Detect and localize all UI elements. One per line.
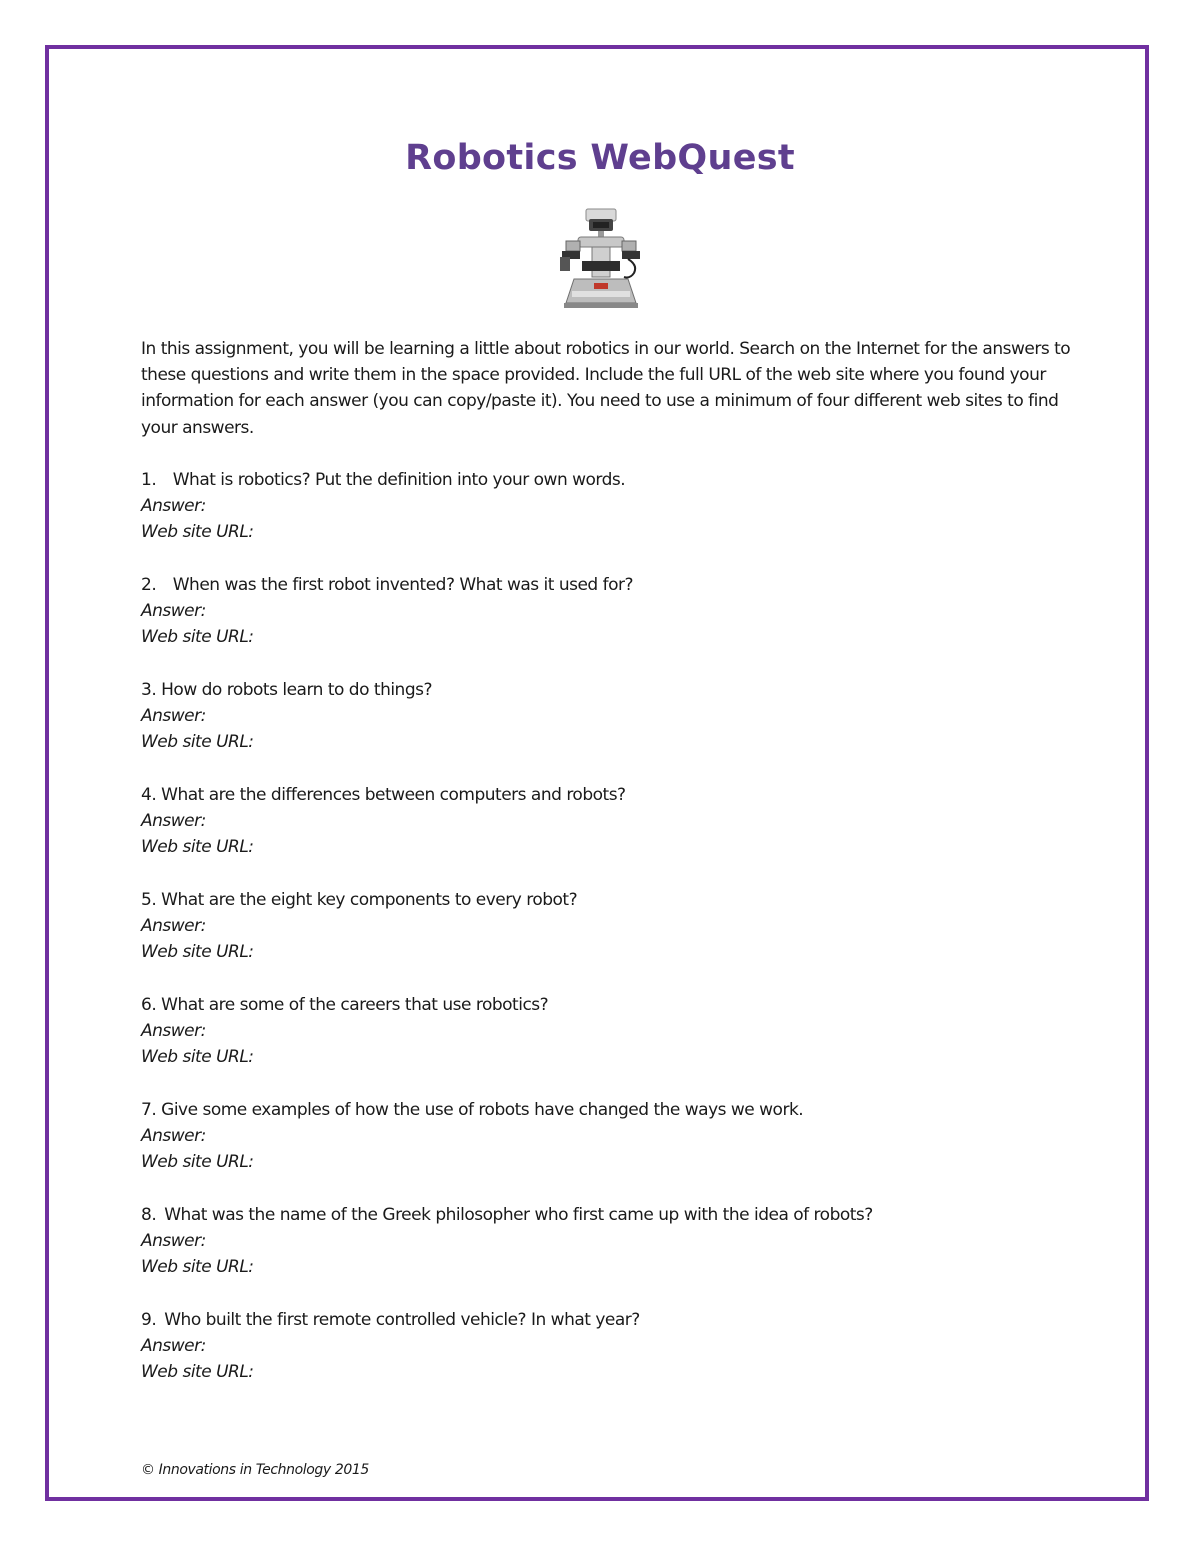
question-text bbox=[141, 677, 1071, 703]
question-block bbox=[141, 1097, 1071, 1176]
question-number: 1. bbox=[141, 469, 157, 490]
question-text bbox=[141, 467, 1071, 493]
question-block bbox=[141, 1202, 1071, 1281]
answer-label: Answer: bbox=[141, 1231, 206, 1252]
question-number: 4. bbox=[141, 784, 157, 805]
answer-label: Answer: bbox=[141, 916, 206, 937]
answer-label: Answer: bbox=[141, 1021, 206, 1042]
question-prompt: Who built the first remote controlled vehicle? In what year? bbox=[164, 1309, 640, 1330]
page-title: Robotics WebQuest bbox=[405, 138, 795, 178]
url-label: Web site URL: bbox=[141, 522, 254, 543]
url-label: Web site URL: bbox=[141, 1362, 254, 1383]
url-label: Web site URL: bbox=[141, 942, 254, 963]
question-number: 7. bbox=[141, 1099, 157, 1120]
question-prompt: How do robots learn to do things? bbox=[161, 679, 433, 700]
answer-label: Answer: bbox=[141, 601, 206, 622]
question-number: 9. bbox=[141, 1309, 157, 1330]
question-prompt: What are the eight key components to every robot? bbox=[161, 889, 578, 910]
question-list bbox=[141, 467, 1071, 1386]
question-text bbox=[141, 992, 1071, 1018]
answer-label: Answer: bbox=[141, 496, 206, 517]
answer-label: Answer: bbox=[141, 706, 206, 727]
question-number: 5. bbox=[141, 889, 157, 910]
url-label: Web site URL: bbox=[141, 1257, 254, 1278]
answer-label: Answer: bbox=[141, 1126, 206, 1147]
answer-label: Answer: bbox=[141, 811, 206, 832]
copyright-footer: © Innovations in Technology 2015 bbox=[141, 1462, 369, 1478]
url-label: Web site URL: bbox=[141, 627, 254, 648]
question-block bbox=[141, 572, 1071, 651]
question-text bbox=[141, 1097, 1071, 1123]
intro-paragraph: In this assignment, you will be learning a little about robotics in our world. Search on the Internet for the answers to these questions and write them in the space provided. Include the full URL of the web site where you found your information for each answer (you can copy/paste it). You need to use a minimum of four different web sites to find your answers. bbox=[141, 339, 1071, 438]
question-block bbox=[141, 677, 1071, 756]
question-number: 2. bbox=[141, 574, 157, 595]
question-number: 8. bbox=[141, 1204, 157, 1225]
question-block bbox=[141, 1307, 1071, 1386]
question-prompt: What was the name of the Greek philosopher who first came up with the idea of robots? bbox=[164, 1204, 873, 1225]
answer-label: Answer: bbox=[141, 1336, 206, 1357]
url-label: Web site URL: bbox=[141, 1152, 254, 1173]
question-text bbox=[141, 782, 1071, 808]
question-block bbox=[141, 782, 1071, 861]
question-number: 3. bbox=[141, 679, 157, 700]
url-label: Web site URL: bbox=[141, 1047, 254, 1068]
question-text bbox=[141, 1202, 1071, 1228]
question-prompt: When was the first robot invented? What was it used for? bbox=[172, 574, 634, 595]
question-text bbox=[141, 1307, 1071, 1333]
question-block bbox=[141, 467, 1071, 546]
robot-illustration bbox=[558, 207, 644, 309]
question-text bbox=[141, 887, 1071, 913]
question-prompt: Give some examples of how the use of robots have changed the ways we work. bbox=[161, 1099, 804, 1120]
question-block bbox=[141, 887, 1071, 966]
question-number: 6. bbox=[141, 994, 157, 1015]
question-prompt: What are the differences between computers and robots? bbox=[161, 784, 626, 805]
question-text bbox=[141, 572, 1071, 598]
url-label: Web site URL: bbox=[141, 837, 254, 858]
worksheet-content bbox=[141, 336, 1071, 1412]
question-prompt: What are some of the careers that use robotics? bbox=[161, 994, 549, 1015]
question-prompt: What is robotics? Put the definition into your own words. bbox=[172, 469, 626, 490]
url-label: Web site URL: bbox=[141, 732, 254, 753]
question-block bbox=[141, 992, 1071, 1071]
